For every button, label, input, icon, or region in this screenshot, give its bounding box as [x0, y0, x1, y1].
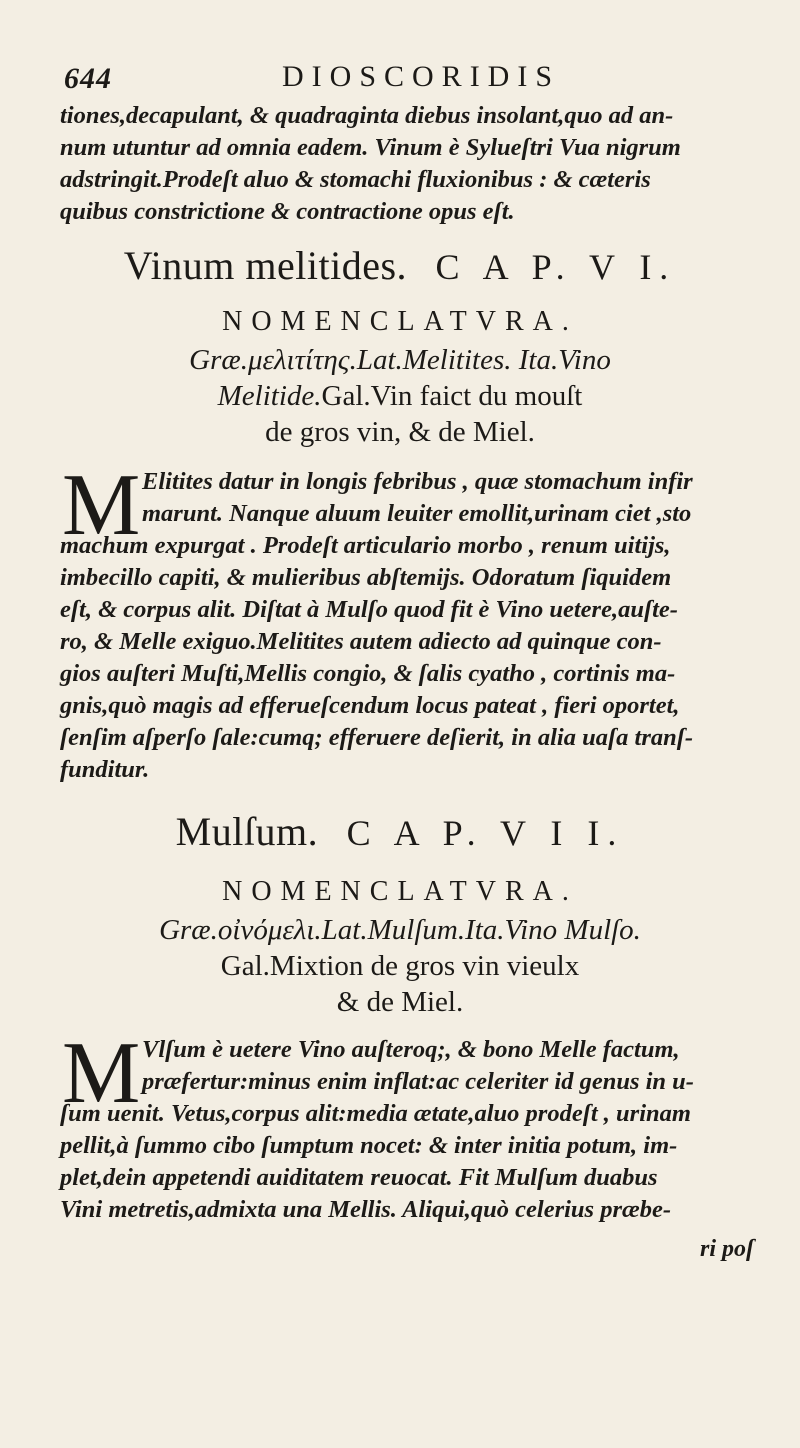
- text-line: præfertur:minus enim inflat:ac celeriter id genus in u-: [142, 1068, 694, 1095]
- page-header: [0, 58, 800, 98]
- text-line: eſt, & corpus alit. Diſtat à Mulſo quod fit è Vino uetere,auſte-: [60, 596, 678, 623]
- running-head: DIOSCORIDIS: [282, 60, 561, 93]
- names-greek-word: μελιτίτης.: [248, 344, 357, 376]
- chapter-6-paragraph: [60, 466, 770, 786]
- text-line: gnis,quò magis ad efferueſcendum locus pateat , fieri oportet,: [60, 692, 680, 719]
- chapter-6-dropcap: M: [62, 457, 141, 554]
- names-greek-label: Græ.: [189, 344, 248, 376]
- text-line: Vlſum è uetere Vino auſteroq;, & bono Melle factum,: [142, 1036, 680, 1063]
- chapter-7-paragraph: [60, 1034, 770, 1226]
- catchword: ri poſ: [700, 1236, 754, 1262]
- chapter-7-names: [0, 912, 800, 1020]
- names-italian: Melitide.: [217, 380, 322, 412]
- text-line: pellit,à ſummo cibo ſumptum nocet: & inter initia potum, im-: [60, 1132, 678, 1159]
- chapter-6-heading: [0, 242, 800, 289]
- text-line: ſum uenit. Vetus,corpus alit:media ætate,aluo prodeſt , urinam: [60, 1100, 691, 1127]
- chapter-7-heading: [0, 808, 800, 855]
- text-line: imbecillo capiti, & mulieribus abſtemijs. Odoratum ſiquidem: [60, 564, 672, 591]
- page-number: 644: [64, 62, 112, 95]
- names-french: Gal.Mixtion de gros vin vieulx: [220, 950, 580, 982]
- text-line: adstringit.Prodeſt aluo & stomachi fluxionibus : & cæteris: [60, 166, 651, 193]
- names-greek-label: Græ.: [159, 914, 218, 946]
- text-line: ſenſim aſperſo ſale:cumq; efferuere deſierit, in alia uaſa tranſ-: [60, 724, 694, 751]
- names-latin: Lat.Melitites. Ita.Vino: [356, 344, 611, 376]
- text-line: Vini metretis,admixta una Mellis. Aliqui,quò celerius præbe-: [60, 1196, 671, 1223]
- chapter-6-number: C A P. V I.: [435, 247, 677, 287]
- chapter-6-nomenclatura: NOMENCLATVRA.: [222, 306, 578, 337]
- chapter-6-names: [0, 342, 800, 450]
- names-french: Gal.Vin faict du mouſt: [321, 380, 583, 412]
- text-line: marunt. Nanque aluum leuiter emollit,urinam ciet ,sto: [142, 500, 692, 527]
- chapter-7-title: Mulſum.: [175, 809, 319, 854]
- text-line: plet,dein appetendi auiditatem reuocat. Fit Mulſum duabus: [60, 1164, 658, 1191]
- text-line: gios auſteri Muſti,Mellis congio, & ſalis cyatho , cortinis ma-: [60, 660, 676, 687]
- text-line: machum expurgat . Prodeſt articulario morbo , renum uitijs,: [60, 532, 671, 559]
- text-line: ro, & Melle exiguo.Melitites autem adiecto ad quinque con-: [60, 628, 662, 655]
- names-french-cont: de gros vin, & de Miel.: [265, 416, 535, 448]
- chapter-7-number: C A P. V I I.: [346, 813, 625, 853]
- intro-paragraph: [60, 100, 770, 228]
- text-line: funditur.: [60, 756, 150, 783]
- text-line: Elitites datur in longis febribus , quæ stomachum infir: [142, 468, 693, 495]
- chapter-7-dropcap: M: [62, 1025, 141, 1122]
- chapter-6-title: Vinum melitides.: [123, 243, 408, 288]
- chapter-7-nomenclatura: NOMENCLATVRA.: [222, 876, 578, 907]
- text-line: num utuntur ad omnia eadem. Vinum è Sylueſtri Vua nigrum: [60, 134, 681, 161]
- names-greek-word: οἰνόμελι.: [217, 914, 322, 946]
- names-french-cont: & de Miel.: [336, 986, 464, 1018]
- text-line: quibus constrictione & contractione opus eſt.: [60, 198, 515, 225]
- names-latin: Lat.Mulſum.Ita.Vino Mulſo.: [321, 914, 641, 946]
- text-line: tiones,decapulant, & quadraginta diebus insolant,quo ad an-: [60, 102, 674, 129]
